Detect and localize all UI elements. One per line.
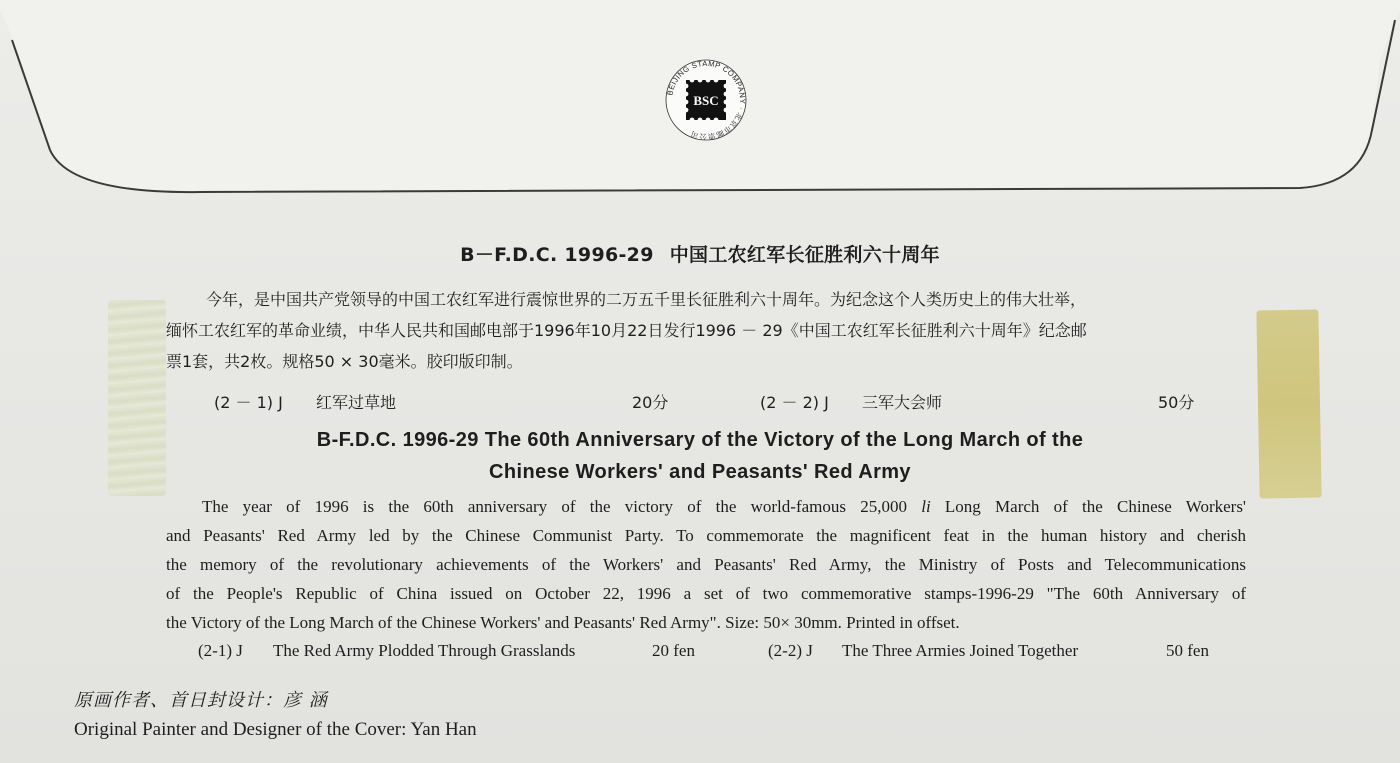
en-paragraph-line: The year of 1996 is the 60th anniversary of the victory of the world-famous 25,000 li Long March of the Chinese Workers' [202,497,1246,516]
en-stamp-1-name: The Red Army Plodded Through Grasslands [273,641,576,660]
cn-title-code: B－F.D.C. 1996-29 [460,244,654,266]
svg-text:BEIJING STAMP COMPANY · 北京市邮票公: BEIJING STAMP COMPANY · 北京市邮票公司 [665,58,748,142]
cn-title-name: 中国工农红军长征胜利六十周年 [669,244,940,266]
en-title [0,424,1400,488]
en-stamp-1-value: 20 fen [652,641,695,660]
cn-paragraph-line: 缅怀工农红军的革命业绩，中华人民共和国邮电部于1996年10月22日发行1996 － 29《中国工农红军长征胜利六十周年》纪念邮 [166,321,1087,340]
cn-title [0,240,1400,267]
en-paragraph-line: of the People's Republic of China issued on October 22, 1996 a set of two commemorative stamps-1996-29 "The 60th Anniversary of [166,584,1246,603]
credit-cn: 原画作者、首日封设计：彦 涵 [74,690,328,711]
cn-stamp-1-value: 20分 [632,393,669,412]
credit-en: Original Painter and Designer of the Cover: Yan Han [74,719,477,740]
cn-paragraph-line: 票1套，共2枚。规格50 × 30毫米。胶印版印制。 [166,352,523,371]
cn-stamp-2-value: 50分 [1158,393,1195,412]
en-stamp-1-code: (2-1) J [198,641,243,660]
cn-stamp-2-name: 三军大会师 [862,393,943,412]
en-stamp-2-name: The Three Armies Joined Together [842,641,1079,660]
svg-text:BSC: BSC [693,93,719,108]
en-stamp-2-code: (2-2) J [768,641,813,660]
en-paragraph-line: the Victory of the Long March of the Chinese Workers' and Peasants' Red Army". Size: 50× 30mm. Printed in offset. [166,613,960,632]
en-title-line: Chinese Workers' and Peasants' Red Army [489,461,911,483]
cn-stamp-1-code: (2 － 1) J [214,393,283,412]
en-paragraph [166,492,1246,637]
en-stamp-2-value: 50 fen [1166,641,1209,660]
en-paragraph-line: the memory of the revolutionary achievements of the Workers' and Peasants' Red Army, the Ministry of Posts and Telecommunications [166,555,1246,574]
cn-paragraph [166,284,1248,377]
en-title-line: B-F.D.C. 1996-29 The 60th Anniversary of the Victory of the Long March of the [316,429,1084,451]
cn-paragraph-line: 今年，是中国共产党领导的中国工农红军进行震惊世界的二万五千里长征胜利六十周年。为纪念这个人类历史上的伟大壮举， [206,290,1087,309]
beijing-stamp-company-logo [664,58,748,142]
cn-stamp-2-code: (2 － 2) J [760,393,829,412]
cn-stamp-1-name: 红军过草地 [316,393,397,412]
en-paragraph-line: and Peasants' Red Army led by the Chinese Communist Party. To commemorate the magnificent feat in the human history and cherish [166,526,1246,545]
